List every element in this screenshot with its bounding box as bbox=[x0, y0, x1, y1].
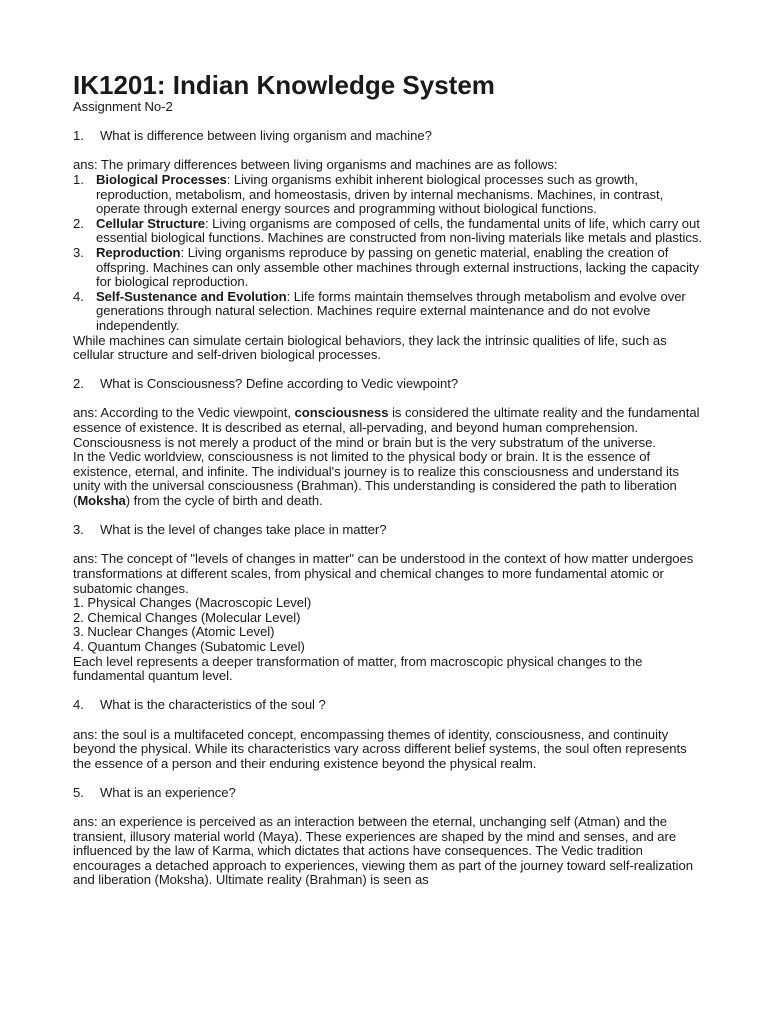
answer-3-levels bbox=[73, 596, 703, 654]
question-1 bbox=[73, 129, 703, 144]
answer-1-conclusion: While machines can simulate certain biological behaviors, they lack the intrinsic qualities of life, such as cellular structure and self-driven biological processes. bbox=[73, 332, 667, 363]
question-number: 5. bbox=[73, 784, 84, 800]
point-term: Self-Sustenance and Evolution bbox=[96, 288, 287, 304]
answer-term: consciousness bbox=[294, 405, 389, 421]
answer-term: Moksha bbox=[77, 493, 126, 509]
point-text: : Living organisms exhibit inherent biological processes such as growth, reproduction, metabolism, and homeostasis, driven by internal mechanisms. Machines, in contrast, operate through external energy sources and programming without biological functions. bbox=[96, 171, 664, 217]
answer-3-conclusion: Each level represents a deeper transformation of matter, from macroscopic physical changes to the fundamental quantum level. bbox=[73, 653, 643, 684]
question-5 bbox=[73, 786, 703, 801]
answer-2-para-2 bbox=[73, 450, 703, 508]
assignment-subtitle: Assignment No-2 bbox=[73, 99, 173, 114]
answer-2-para-1 bbox=[73, 406, 703, 450]
point-term: Reproduction bbox=[96, 244, 181, 260]
question-number: 2. bbox=[73, 376, 84, 392]
answer-text: In the Vedic worldview, consciousness is not limited to the physical body or brain. It is the essence of existence, eternal, and infinite. The individual's journey is to realize this consciousness and understand its unity with the universal consciousness (Brahman). This understanding is considered the path to liberation ( bbox=[73, 449, 679, 509]
answer-text: is considered the ultimate reality and the fundamental essence of existence. It is described as eternal, all-pervading, and beyond human comprehension. Consciousness is not merely a product of the mind or brain but is the very substratum of the universe. bbox=[73, 405, 700, 450]
list-item: 4. Quantum Changes (Subatomic Level) bbox=[73, 638, 305, 654]
question-3 bbox=[73, 523, 703, 538]
answer-text: ans: According to the Vedic viewpoint, bbox=[73, 405, 295, 421]
question-number: 3. bbox=[73, 522, 84, 538]
list-number: 2. bbox=[73, 215, 84, 231]
question-number: 4. bbox=[73, 697, 84, 713]
answer-1-intro: ans: The primary differences between living organisms and machines are as follows: bbox=[73, 157, 558, 173]
answer-text: ) from the cycle of birth and death. bbox=[125, 493, 323, 509]
question-text: What is Consciousness? Define according to Vedic viewpoint? bbox=[100, 376, 459, 392]
answer-1-points bbox=[73, 173, 703, 334]
question-text: What is the characteristics of the soul ? bbox=[100, 697, 326, 713]
point-text: : Living organisms reproduce by passing on genetic material, enabling the creation of offspring. Machines can only assemble other machines through external instructions, lacking the capacity for biological reproduction. bbox=[96, 244, 700, 290]
list-number: 3. bbox=[73, 244, 84, 260]
list-item: 1. Physical Changes (Macroscopic Level) bbox=[73, 595, 312, 611]
list-number: 4. bbox=[73, 288, 84, 304]
list-item bbox=[73, 173, 703, 217]
list-number: 1. bbox=[73, 171, 84, 187]
list-item bbox=[73, 217, 703, 246]
question-text: What is difference between living organism and machine? bbox=[100, 128, 432, 144]
question-text: What is the level of changes take place in matter? bbox=[100, 522, 387, 538]
point-term: Biological Processes bbox=[96, 171, 227, 187]
question-text: What is an experience? bbox=[100, 784, 236, 800]
question-number: 1. bbox=[73, 128, 84, 144]
answer-5-text: ans: an experience is perceived as an interaction between the eternal, unchanging self (Atman) and the transient, illusory material world (Maya). These experiences are shaped by the mind and senses, and are influenced by the law of Karma, which dictates that actions have consequences. The Vedic tradition encourages a detached approach to experiences, viewing them as part of the journey toward self-realization and liberation (Moksha). Ultimate reality (Brahman) is seen as bbox=[73, 814, 693, 888]
point-text: : Life forms maintain themselves through metabolism and evolve over generations through natural selection. Machines require external maintenance and do not evolve independently. bbox=[96, 288, 686, 333]
point-term: Cellular Structure bbox=[96, 215, 205, 231]
answer-3-text: ans: The concept of "levels of changes in matter" can be understood in the context of how matter undergoes transformations at different scales, from physical and chemical changes to more fundamental atomic or subatomic changes. bbox=[73, 551, 694, 596]
document-title: IK1201: Indian Knowledge System bbox=[73, 70, 495, 100]
question-2 bbox=[73, 377, 703, 392]
list-item bbox=[73, 246, 703, 290]
document-page bbox=[73, 70, 703, 888]
point-text: : Living organisms are composed of cells, the fundamental units of life, which carry out essential biological functions. Machines are constructed from non-living materials like metals and plastics. bbox=[96, 215, 702, 246]
list-item: 3. Nuclear Changes (Atomic Level) bbox=[73, 624, 275, 640]
list-item bbox=[73, 290, 703, 334]
question-4 bbox=[73, 698, 703, 713]
list-item: 2. Chemical Changes (Molecular Level) bbox=[73, 609, 301, 625]
answer-4-text: ans: the soul is a multifaceted concept, encompassing themes of identity, consciousness, and continuity beyond the physical. While its characteristics vary across different belief systems, the soul often represents the essence of a person and their enduring existence beyond the physical realm. bbox=[73, 726, 687, 771]
